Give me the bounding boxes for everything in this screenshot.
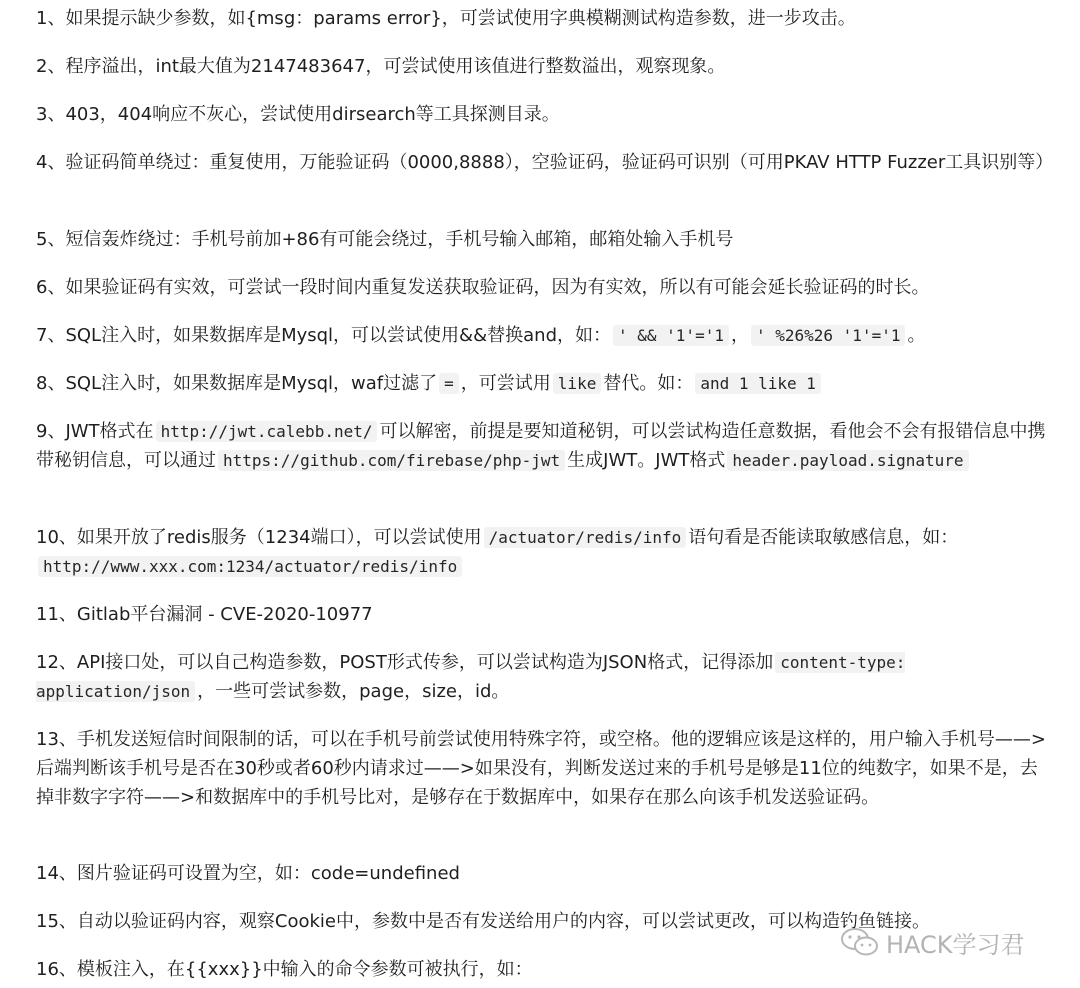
inline-code: and 1 like 1: [695, 373, 821, 394]
tip-15: 15、自动以验证码内容，观察Cookie中，参数中是否有发送给用户的内容，可以尝试更改，可以构造钓鱼链接。: [36, 911, 930, 932]
tip-14: 14、图片验证码可设置为空，如：code=undefined: [36, 863, 460, 884]
tip-2: 2、程序溢出，int最大值为2147483647，可尝试使用该值进行整数溢出，观察现象。: [36, 56, 726, 77]
inline-code: header.payload.signature: [727, 450, 968, 471]
tip-9: 9、JWT格式在 http://jwt.calebb.net/ 可以解密，前提是要知道秘钥，可以尝试构造任意数据，看他会不会有报错信息中携带秘钥信息，可以通过 https://github.com/firebase/php-jwt 生成JWT。JWT格式 header.payload.signature: [36, 421, 1046, 471]
tip-16: 16、模板注入，在{{xxx}}中输入的命令参数可被执行，如：: [36, 959, 533, 980]
tip-6: 6、如果验证码有实效，可尝试一段时间内重复发送获取验证码，因为有实效，所以有可能会延长验证码的时长。: [36, 277, 930, 298]
inline-code: /actuator/redis/info: [484, 527, 687, 548]
tip-1: 1、如果提示缺少参数，如{msg：params error}，可尝试使用字典模糊测试构造参数，进一步攻击。: [36, 8, 856, 29]
tip-5: 5、短信轰炸绕过：手机号前加+86有可能会绕过，手机号输入邮箱，邮箱处输入手机号: [36, 229, 734, 250]
inline-code: ' %26%26 '1'='1: [751, 325, 906, 346]
inline-code: like: [553, 373, 602, 394]
tip-12: 12、API接口处，可以自己构造参数，POST形式传参，可以尝试构造为JSON格式，记得添加 content-type: application/json ，一些可尝试参数，page，size，id。: [36, 652, 906, 702]
tip-8: 8、SQL注入时，如果数据库是Mysql，waf过滤了 = ，可尝试用 like 替代。如： and 1 like 1: [36, 369, 1046, 398]
inline-code: content-type: application/json: [36, 653, 906, 701]
tip-13: 13、手机发送短信时间限制的话，可以在手机号前尝试使用特殊字符，或空格。他的逻辑应该是这样的，用户输入手机号——>后端判断该手机号是否在30秒或者60秒内请求过——>如果没有，判断发送过来的手机号是够是11位的纯数字，如果不是，去掉非数字字符——>和数据库中的手机号比对，是够存在于数据库中，如果存在那么向该手机发送验证码。: [36, 729, 1046, 808]
watermark: [840, 920, 1025, 964]
tip-3: 3、403，404响应不灰心，尝试使用dirsearch等工具探测目录。: [36, 104, 560, 125]
tip-4: 4、验证码简单绕过：重复使用，万能验证码（0000,8888），空验证码，验证码可识别（可用PKAV HTTP Fuzzer工具识别等）: [36, 152, 1054, 173]
inline-code: http://www.xxx.com:1234/actuator/redis/info: [38, 556, 462, 577]
inline-code: http://jwt.calebb.net/: [156, 421, 378, 442]
tip-11: 11、Gitlab平台漏洞 - CVE-2020-10977: [36, 604, 373, 625]
wechat-icon: [840, 926, 880, 958]
inline-code: https://github.com/firebase/php-jwt: [218, 450, 565, 471]
inline-code: ' && '1'='1: [613, 325, 729, 346]
tip-7: 7、SQL注入时，如果数据库是Mysql，可以尝试使用&&替换and，如： ' && '1'='1 ， ' %26%26 '1'='1 。: [36, 325, 926, 346]
tip-10: 10、如果开放了redis服务（1234端口），可以尝试使用 /actuator/redis/info 语句看是否能读取敏感信息，如：http://www.xxx.com:1234/actuator/redis/info: [36, 527, 959, 576]
watermark-text: HACK学习君: [886, 930, 1025, 959]
inline-code: =: [439, 373, 459, 394]
